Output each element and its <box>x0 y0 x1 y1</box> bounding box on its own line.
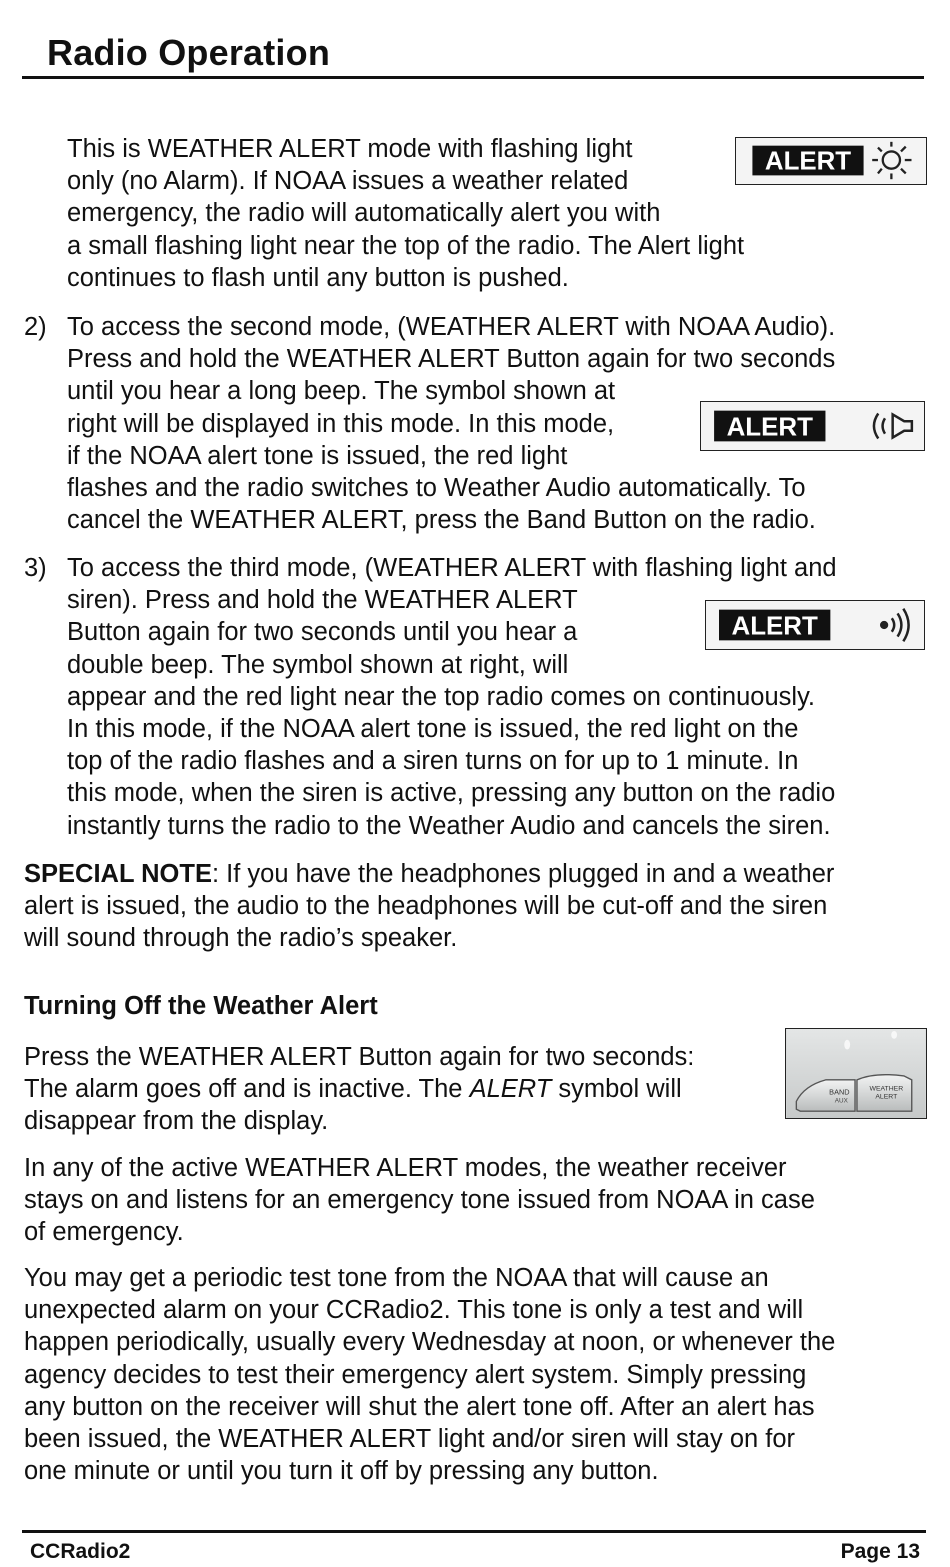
weather-label: WEATHER <box>869 1085 904 1093</box>
text-line: stays on and listens for an emergency tone issued from NOAA in case <box>24 1186 815 1215</box>
text-line: appear and the red light near the top radio comes on continuously. <box>67 682 816 711</box>
text-line: until you hear a long beep. The symbol shown at <box>67 377 616 406</box>
radio-buttons-photo <box>785 1028 927 1119</box>
speaker-sound-icon <box>874 414 912 439</box>
text-line: flashes and the radio switches to Weather Audio automatically. To <box>67 474 806 503</box>
siren-sound-icon <box>881 609 908 642</box>
special-note <box>24 858 834 955</box>
active-modes-paragraph <box>24 1152 815 1249</box>
text-line: continues to flash until any button is pushed. <box>67 263 569 292</box>
footer-product: CCRadio2 <box>30 1540 131 1563</box>
text-line: any button on the receiver will shut the alert tone off. After an alert has <box>24 1392 815 1421</box>
text-line: disappear from the display. <box>24 1107 329 1136</box>
alert-label: ALERT <box>764 147 852 176</box>
text-line: right will be displayed in this mode. In this mode, <box>67 409 615 438</box>
text-line: instantly turns the radio to the Weather Audio and cancels the siren. <box>67 811 831 840</box>
text-line: To access the third mode, (WEATHER ALERT with flashing light and <box>67 554 837 582</box>
text-line: happen periodically, usually every Wednesday at noon, or whenever the <box>24 1328 836 1357</box>
alert-word: ALERT <box>469 1075 552 1104</box>
aux-label: AUX <box>834 1097 848 1105</box>
alert-button-label: ALERT <box>875 1093 898 1101</box>
page-title: Radio Operation <box>47 32 331 73</box>
text-line: top of the radio flashes and a siren turns on for up to 1 minute. In <box>67 747 799 776</box>
text-line: agency decides to test their emergency alert system. Simply pressing <box>24 1360 807 1389</box>
mode3-number: 3) <box>24 554 47 582</box>
text-line: Press and hold the WEATHER ALERT Button again for two seconds <box>67 345 836 374</box>
band-label: BAND <box>829 1087 850 1097</box>
text-line: a small flashing light near the top of the radio. The Alert light <box>67 231 745 260</box>
text-line: To access the second mode, (WEATHER ALERT with NOAA Audio). <box>67 313 836 341</box>
text-line: You may get a periodic test tone from the NOAA that will cause an <box>24 1264 769 1292</box>
text-line: one minute or until you turn it off by pressing any button. <box>24 1457 659 1486</box>
text-line: of emergency. <box>24 1218 184 1247</box>
text-line <box>24 858 834 890</box>
text-line: if the NOAA alert tone is issued, the red light <box>67 441 568 470</box>
flashing-light-icon <box>872 142 911 179</box>
text-line: unexpected alarm on your CCRadio2. This tone is only a test and will <box>24 1296 804 1325</box>
mode2-number: 2) <box>24 313 47 341</box>
alert-symbol-siren <box>705 600 925 650</box>
text-line: this mode, when the siren is active, pressing any button on the radio <box>67 779 836 808</box>
special-note-label: SPECIAL NOTE <box>24 860 212 888</box>
alert-label: ALERT <box>726 413 813 442</box>
text-line: In any of the active WEATHER ALERT modes, the weather receiver <box>24 1154 787 1182</box>
text-line: siren). Press and hold the WEATHER ALERT <box>67 586 578 615</box>
text-segment: symbol will <box>551 1075 682 1104</box>
text-line: Button again for two seconds until you hear a <box>67 618 578 647</box>
text-line: cancel the WEATHER ALERT, press the Band Button on the radio. <box>67 506 816 535</box>
test-tone-paragraph <box>24 1262 835 1487</box>
header-rule <box>22 76 924 79</box>
text-line: This is WEATHER ALERT mode with flashing light <box>67 135 633 163</box>
text-segment: The alarm goes off and is inactive. The <box>24 1075 470 1104</box>
footer-page-number: Page 13 <box>840 1540 920 1563</box>
alert-symbol-noaa-audio <box>700 401 925 451</box>
turning-off-paragraph <box>24 1041 694 1138</box>
text-line: been issued, the WEATHER ALERT light and/or siren will stay on for <box>24 1425 796 1454</box>
special-note-text: : If you have the headphones plugged in and a weather <box>211 860 835 888</box>
mode3-paragraph <box>67 552 837 842</box>
alert-label: ALERT <box>731 612 818 641</box>
alert-symbol-flashing-light <box>735 137 927 185</box>
text-line: emergency, the radio will automatically alert you with <box>67 199 661 228</box>
mode1-paragraph <box>67 133 744 294</box>
text-line: alert is issued, the audio to the headphones will be cut-off and the siren <box>24 892 828 921</box>
text-line: only (no Alarm). If NOAA issues a weather related <box>67 167 629 196</box>
text-line: double beep. The symbol shown at right, will <box>67 650 569 679</box>
text-line: In this mode, if the NOAA alert tone is issued, the red light on the <box>67 715 799 744</box>
text-line: Press the WEATHER ALERT Button again for two seconds: <box>24 1043 695 1071</box>
text-line: will sound through the radio’s speaker. <box>24 924 458 953</box>
footer-rule <box>22 1530 926 1533</box>
text-line <box>24 1073 694 1105</box>
section-heading: Turning Off the Weather Alert <box>24 992 378 1020</box>
